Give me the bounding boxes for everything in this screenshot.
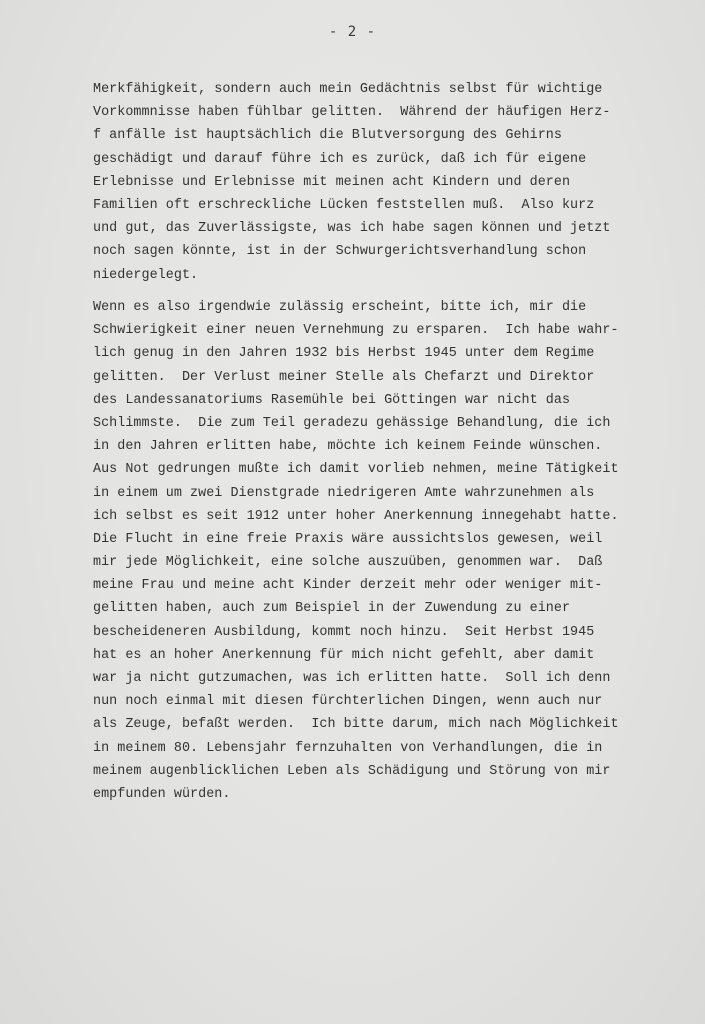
text-line: empfunden würden. [93,786,231,802]
paragraph-1 [93,78,703,287]
text-line: in meinem 80. Lebensjahr fernzuhalten von Verhandlungen, die in [93,740,603,756]
text-line: Aus Not gedrungen mußte ich damit vorlieb nehmen, meine Tätigkeit [93,462,619,478]
text-line: und gut, das Zuverlässigste, was ich habe sagen können und jetzt [93,221,611,237]
text-line: war ja nicht gutzumachen, was ich erlitten hatte. Soll ich denn [93,671,611,686]
text-line: Familien oft erschreckliche Lücken feststellen muß. Also kurz [93,197,595,213]
text-line: Schwierigkeit einer neuen Vernehmung zu ersparen. Ich habe wahr- [93,323,619,339]
text-line: Merkfähigkeit, sondern auch mein Gedächtnis selbst für wichtige [93,82,603,97]
paragraph-2 [93,296,703,806]
text-line: lich genug in den Jahren 1932 bis Herbst 1945 unter dem Regime [93,346,595,362]
text-line: des Landessanatoriums Rasemühle bei Göttingen war nicht das [93,392,571,408]
text-line: noch sagen könnte, ist in der Schwurgerichtsverhandlung schon [93,244,587,260]
text-line: niedergelegt. [93,267,199,283]
text-line: Wenn es also irgendwie zulässig erscheint, bitte ich, mir die [93,300,587,315]
text-line: Erlebnisse und Erlebnisse mit meinen acht Kindern und deren [93,174,571,190]
text-line: gelitten haben, auch zum Beispiel in der Zuwendung zu einer [93,601,571,617]
text-line: gelitten. Der Verlust meiner Stelle als Chefarzt und Direktor [93,369,595,385]
text-line: Schlimmste. Die zum Teil geradezu gehässige Behandlung, die ich [93,415,611,431]
text-line: mir jede Möglichkeit, eine solche auszuüben, genommen war. Daß [93,555,603,571]
text-line: bescheideneren Ausbildung, kommt noch hinzu. Seit Herbst 1945 [93,624,595,640]
text-line: ich selbst es seit 1912 unter hoher Anerkennung innegehabt hatte. [93,508,619,524]
text-line: geschädigt und darauf führe ich es zurück, daß ich für eigene [93,151,587,167]
page-number: - 2 - [328,24,377,40]
text-line: in den Jahren erlitten habe, möchte ich keinem Feinde wünschen. [93,439,603,455]
text-line: in einem um zwei Dienstgrade niedrigeren Amte wahrzunehmen als [93,485,595,501]
text-line: f anfälle ist hauptsächlich die Blutversorgung des Gehirns [93,128,562,144]
text-line: Vorkommnisse haben fühlbar gelitten. Während der häufigen Herz- [93,105,611,121]
text-line: meinem augenblicklichen Leben als Schädigung und Störung von mir [93,763,611,779]
text-line: Die Flucht in eine freie Praxis wäre aussichtslos gewesen, weil [93,531,603,547]
text-line: hat es an hoher Anerkennung für mich nicht gefehlt, aber damit [93,647,595,663]
text-line: als Zeuge, befaßt werden. Ich bitte darum, mich nach Möglichkeit [93,717,619,733]
text-line: meine Frau und meine acht Kinder derzeit mehr oder weniger mit- [93,578,603,594]
text-line: nun noch einmal mit diesen fürchterlichen Dingen, wenn auch nur [93,694,603,710]
